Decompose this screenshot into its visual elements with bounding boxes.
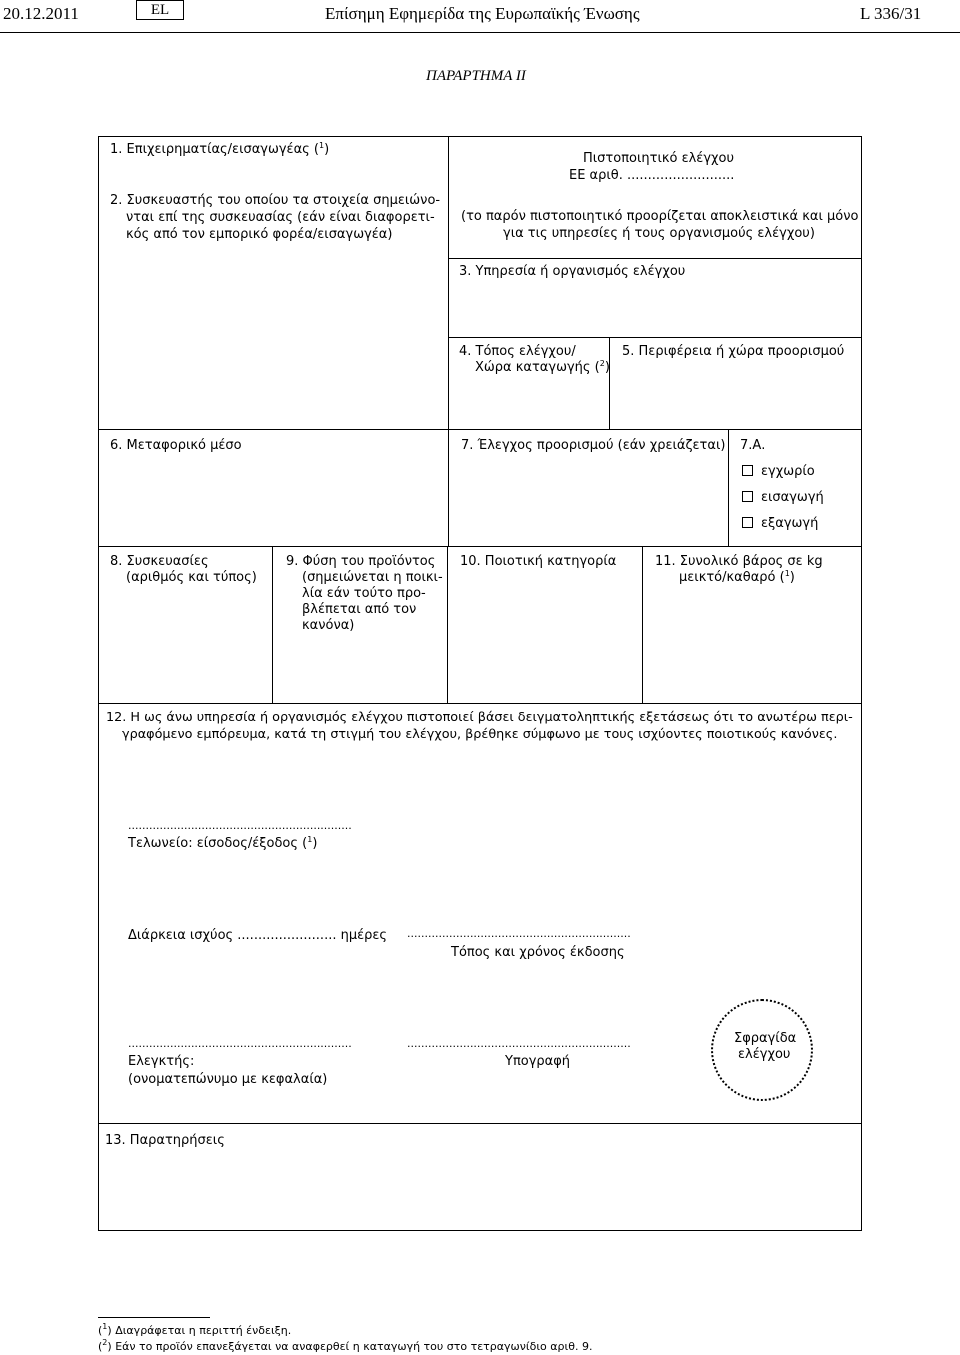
publication-date: 20.12.2011: [3, 4, 79, 23]
field-9-line3: λία εάν τούτο προ-: [302, 586, 426, 601]
field-13-label: 13. Παρατηρήσεις: [105, 1133, 225, 1148]
signature-label: Υπογραφή: [505, 1054, 571, 1069]
header-rule: [0, 32, 960, 33]
field-9-line1: 9. Φύση του προϊόντος: [286, 554, 436, 569]
field-3-label: 3. Υπηρεσία ή οργανισμός ελέγχου: [459, 264, 686, 279]
page-reference: L 336/31: [860, 4, 922, 23]
field-4-line1: 4. Τόπος ελέγχου/: [459, 344, 576, 359]
checkbox-icon[interactable]: [742, 517, 753, 528]
field-2-line3: κός από τον εμπορικό φορέα/εισαγωγέα): [126, 227, 393, 242]
field-7-label: 7. Έλεγχος προορισμού (εάν χρειάζεται): [461, 438, 726, 453]
field-10-label: 10. Ποιοτική κατηγορία: [460, 554, 617, 569]
footnote-1: ($^1$) Διαγράφεται η περιττή ένδειξη.: [98, 1322, 292, 1337]
signature-dotted-line: ................................................................: [407, 1037, 631, 1050]
journal-title: Επίσημη Εφημερίδα της Ευρωπαϊκής Ένωσης: [325, 4, 640, 23]
field-9-line2: (σημειώνεται η ποικι-: [302, 570, 443, 585]
field-2-line2: νται επί της συσκευασίας (εάν είναι διαφορετι-: [126, 210, 435, 225]
customs-dotted-line: ................................................................: [128, 819, 352, 832]
field-9-line5: κανόνα): [302, 618, 355, 633]
checkbox-icon[interactable]: [742, 491, 753, 502]
inspector-label: Ελεγκτής:: [128, 1054, 195, 1069]
field-4-line2: Χώρα καταγωγής ($^2$): [475, 359, 610, 375]
certificate-number: ΕΕ αριθ. ..........................: [569, 168, 735, 183]
inspector-name-label: (ονοματεπώνυμο με κεφαλαία): [128, 1072, 328, 1087]
field-12-line1: 12. Η ως άνω υπηρεσία ή οργανισμός ελέγχου πιστοποιεί βάσει δειγματοληπτικής εξετάσεως ότι το ανωτέρω περι-: [106, 710, 853, 725]
checkbox-option-export[interactable]: εξαγωγή: [742, 516, 818, 532]
annex-title: ΠΑΡΑΡΤΗΜΑ II: [426, 68, 526, 84]
certificate-note-line2: για τις υπηρεσίες ή τους οργανισμούς ελέγχου): [503, 226, 815, 241]
field-2-line1: 2. Συσκευαστής του οποίου τα στοιχεία σημειώνο-: [110, 193, 441, 208]
validity-label: Διάρκεια ισχύος ........................ ημέρες: [128, 928, 388, 943]
field-11-line1: 11. Συνολικό βάρος σε kg: [655, 554, 823, 569]
inspector-dotted-line: ................................................................: [128, 1037, 352, 1050]
checkbox-option-domestic[interactable]: εγχωρίο: [742, 464, 815, 480]
checkbox-icon[interactable]: [742, 465, 753, 476]
field-8-line1: 8. Συσκευασίες: [110, 554, 209, 569]
certificate-note-line1: (το παρόν πιστοποιητικό προορίζεται αποκλειστικά και μόνο: [461, 209, 859, 224]
stamp-label-line1: Σφραγίδα: [734, 1031, 797, 1046]
field-7a-label: 7.Α.: [740, 438, 766, 453]
customs-label: Τελωνείο: είσοδος/έξοδος ($^1$): [128, 835, 318, 851]
field-9-line4: βλέπεται από τον: [302, 602, 417, 617]
certificate-title: Πιστοποιητικό ελέγχου: [583, 151, 735, 166]
field-6-label: 6. Μεταφορικό μέσο: [110, 438, 242, 453]
field-12-line2: γραφόμενο εμπόρευμα, κατά τη στιγμή του ελέγχου, βρέθηκε σύμφωνο με τους ισχύοντες ποιοτικούς κανόνες.: [122, 727, 838, 742]
field-1-label: 1. Επιχειρηματίας/εισαγωγέας ($^1$): [110, 141, 330, 157]
checkbox-option-import[interactable]: εισαγωγή: [742, 490, 824, 506]
field-11-line2: μεικτό/καθαρό ($^1$): [679, 569, 795, 585]
field-8-line2: (αριθμός και τύπος): [126, 570, 257, 585]
footnote-2: ($^2$) Εάν το προϊόν επανεξάγεται να αναφερθεί η καταγωγή του στο τετραγωνίδιο αριθ. 9.: [98, 1338, 593, 1353]
place-label: Τόπος και χρόνος έκδοσης: [451, 945, 625, 960]
place-dotted-line: ................................................................: [407, 927, 631, 940]
field-5-label: 5. Περιφέρεια ή χώρα προορισμού: [622, 344, 845, 359]
footnote-rule: [98, 1317, 210, 1318]
language-code: EL: [136, 0, 184, 20]
stamp-label-line2: ελέγχου: [738, 1047, 791, 1062]
